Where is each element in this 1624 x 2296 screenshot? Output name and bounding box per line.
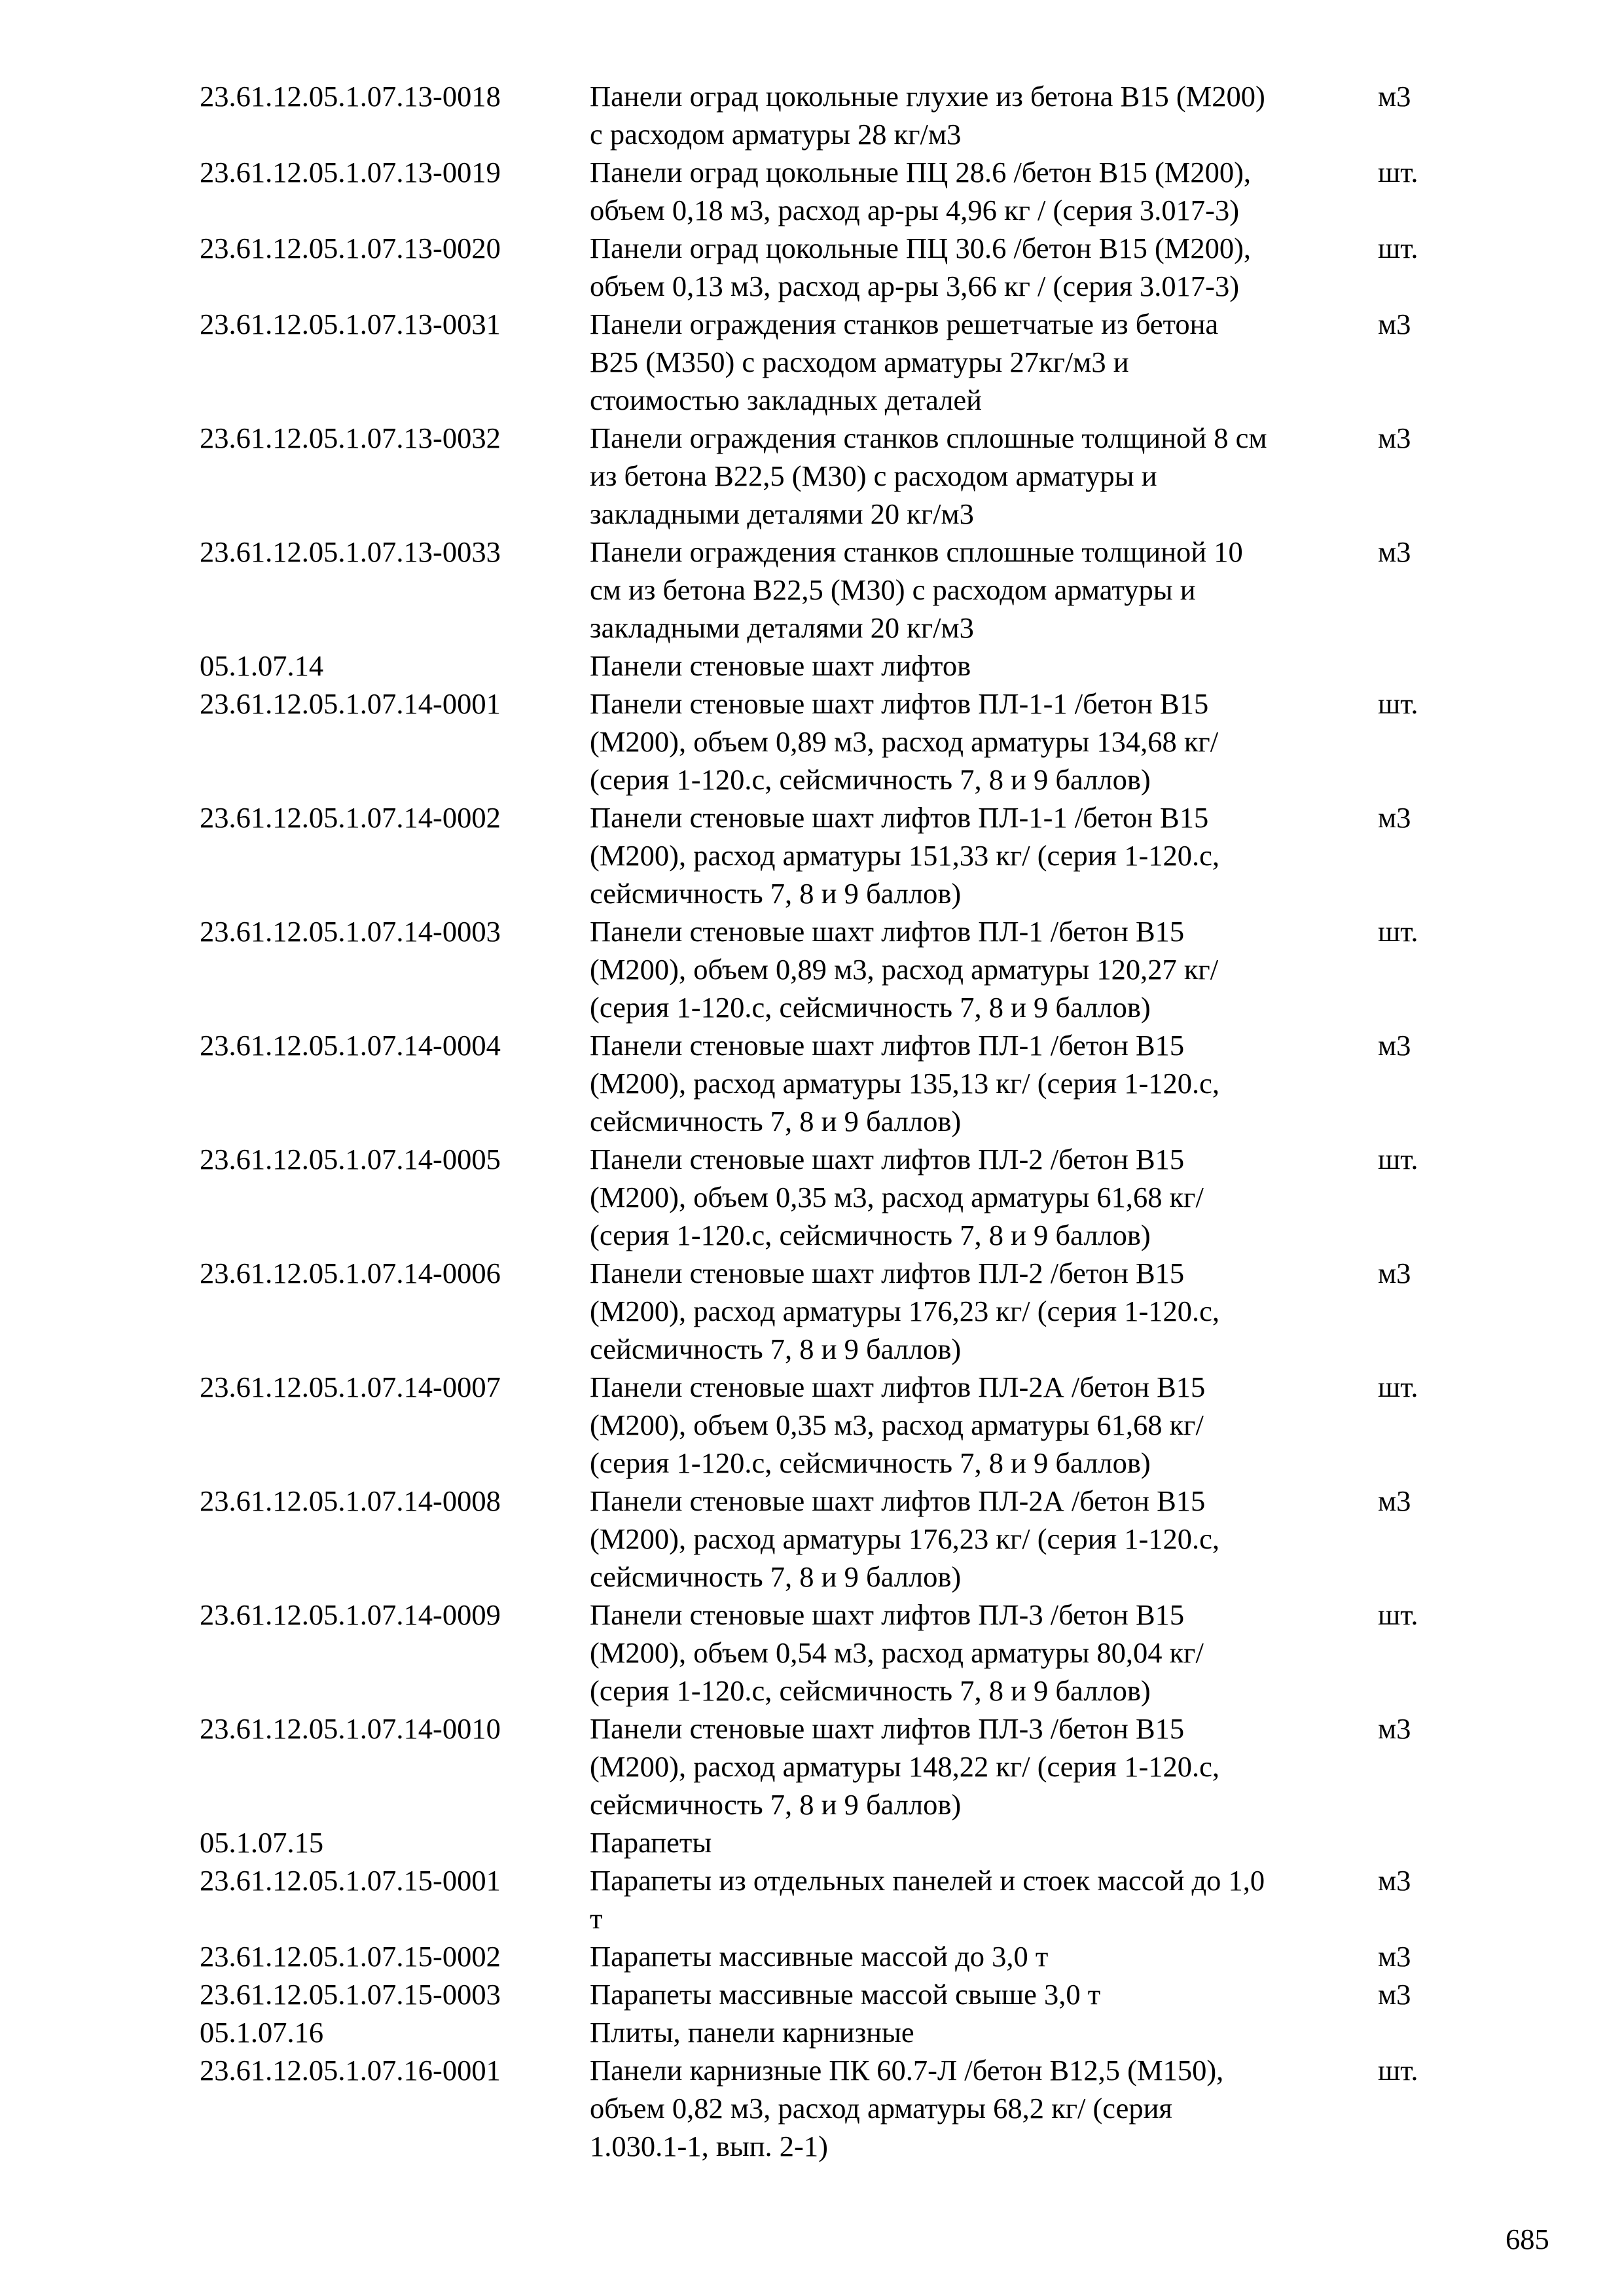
item-name-line: Панели стеновые шахт лифтов ПЛ-1-1 /бетон В15	[590, 801, 1209, 834]
item-name-line: Панели оград цокольные глухие из бетона В15 (М200)	[590, 80, 1265, 113]
item-name	[590, 419, 1369, 533]
item-unit: м3	[1378, 1484, 1411, 1517]
item-name-line: закладными деталями 20 кг/м3	[590, 611, 974, 644]
table-row	[200, 153, 1443, 229]
section-header-row	[200, 1823, 1443, 1861]
item-name-line: Панели стеновые шахт лифтов ПЛ-1 /бетон В15	[590, 915, 1185, 948]
item-name-line: (серия 1-120.с, сейсмичность 7, 8 и 9 баллов)	[590, 1219, 1151, 1251]
table-row	[200, 2051, 1443, 2165]
item-name-line: Парапеты массивные массой свыше 3,0 т	[590, 1978, 1101, 2011]
item-name	[590, 1975, 1369, 2013]
table-row	[200, 1937, 1443, 1975]
item-name-line: (серия 1-120.с, сейсмичность 7, 8 и 9 баллов)	[590, 1446, 1151, 1479]
item-name-line: Панели стеновые шахт лифтов ПЛ-2А /бетон В15	[590, 1371, 1206, 1403]
item-code: 23.61.12.05.1.07.14-0002	[200, 801, 501, 834]
item-name-line: Панели оград цокольные ПЦ 30.6 /бетон В15 (М200),	[590, 232, 1252, 264]
item-code: 23.61.12.05.1.07.14-0009	[200, 1598, 501, 1631]
table-row	[200, 1596, 1443, 1710]
item-name-line: стоимостью закладных деталей	[590, 384, 982, 416]
item-name	[590, 305, 1369, 419]
table-row	[200, 305, 1443, 419]
item-name	[590, 1482, 1369, 1596]
item-name-line: т	[590, 1902, 603, 1935]
item-name-line: из бетона В22,5 (М30) с расходом арматуры и	[590, 459, 1157, 492]
item-unit: шт.	[1378, 2054, 1418, 2087]
item-name-line: 1.030.1-1, вып. 2-1)	[590, 2130, 828, 2162]
table-row	[200, 1254, 1443, 1368]
item-code: 05.1.07.14	[200, 649, 324, 682]
item-name-line: (серия 1-120.с, сейсмичность 7, 8 и 9 баллов)	[590, 991, 1151, 1024]
item-code: 23.61.12.05.1.07.15-0002	[200, 1940, 501, 1973]
item-name-line: (М200), расход арматуры 148,22 кг/ (серия 1-120.с,	[590, 1750, 1220, 1783]
item-name-line: (серия 1-120.с, сейсмичность 7, 8 и 9 баллов)	[590, 763, 1151, 796]
item-code: 23.61.12.05.1.07.14-0010	[200, 1712, 501, 1745]
item-name-line: Панели стеновые шахт лифтов ПЛ-2 /бетон В15	[590, 1143, 1185, 1175]
section-header-row	[200, 647, 1443, 685]
item-code: 23.61.12.05.1.07.15-0001	[200, 1864, 501, 1897]
table-row	[200, 533, 1443, 647]
item-code: 23.61.12.05.1.07.13-0018	[200, 80, 501, 113]
item-unit: шт.	[1378, 1371, 1418, 1403]
item-name	[590, 533, 1369, 647]
item-name	[590, 1596, 1369, 1710]
item-code: 05.1.07.15	[200, 1826, 324, 1859]
item-name-line: Панели стеновые шахт лифтов ПЛ-3 /бетон В15	[590, 1598, 1185, 1631]
item-unit: м3	[1378, 1940, 1411, 1973]
item-name-line: Плиты, панели карнизные	[590, 2016, 914, 2049]
item-code: 23.61.12.05.1.07.13-0033	[200, 535, 501, 568]
item-unit: шт.	[1378, 687, 1418, 720]
item-unit: м3	[1378, 1029, 1411, 1062]
item-name	[590, 1710, 1369, 1823]
item-code: 23.61.12.05.1.07.14-0005	[200, 1143, 501, 1175]
item-unit: м3	[1378, 1257, 1411, 1289]
item-name-line: В25 (М350) с расходом арматуры 27кг/м3 и	[590, 346, 1129, 378]
item-code: 23.61.12.05.1.07.13-0031	[200, 308, 501, 340]
item-code: 23.61.12.05.1.07.13-0019	[200, 156, 501, 188]
item-name-line: сейсмичность 7, 8 и 9 баллов)	[590, 1333, 962, 1365]
table-row	[200, 1861, 1443, 1937]
item-name	[590, 1861, 1369, 1937]
item-code: 23.61.12.05.1.07.13-0020	[200, 232, 501, 264]
item-name-line: с расходом арматуры 28 кг/м3	[590, 118, 962, 151]
page-number: 685	[1506, 2223, 1549, 2255]
item-unit: шт.	[1378, 915, 1418, 948]
item-name	[590, 798, 1369, 912]
item-name	[590, 1254, 1369, 1368]
item-name	[590, 1937, 1369, 1975]
item-name-line: объем 0,13 м3, расход ар-ры 3,66 кг / (серия 3.017-3)	[590, 270, 1240, 302]
item-name-line: Панели стеновые шахт лифтов ПЛ-1 /бетон В15	[590, 1029, 1185, 1062]
item-name	[590, 2013, 1369, 2051]
item-name-line: см из бетона В22,5 (М30) с расходом арматуры и	[590, 573, 1196, 606]
item-code: 23.61.12.05.1.07.14-0004	[200, 1029, 501, 1062]
item-name-line: (М200), расход арматуры 176,23 кг/ (серия 1-120.с,	[590, 1522, 1220, 1555]
table-row	[200, 1140, 1443, 1254]
item-name-line: Парапеты из отдельных панелей и стоек массой до 1,0	[590, 1864, 1265, 1897]
item-code: 23.61.12.05.1.07.13-0032	[200, 422, 501, 454]
item-name-line: (М200), объем 0,35 м3, расход арматуры 61,68 кг/	[590, 1408, 1204, 1441]
item-name-line: Панели ограждения станков сплошные толщиной 10	[590, 535, 1243, 568]
item-name-line: Панели оград цокольные ПЦ 28.6 /бетон В15 (М200),	[590, 156, 1252, 188]
item-name-line: сейсмичность 7, 8 и 9 баллов)	[590, 877, 962, 910]
item-unit: м3	[1378, 801, 1411, 834]
item-name-line: (М200), расход арматуры 135,13 кг/ (серия 1-120.с,	[590, 1067, 1220, 1100]
item-name-line: сейсмичность 7, 8 и 9 баллов)	[590, 1788, 962, 1821]
item-name-line: (М200), расход арматуры 176,23 кг/ (серия 1-120.с,	[590, 1295, 1220, 1327]
table-row	[200, 77, 1443, 153]
item-name-line: объем 0,82 м3, расход арматуры 68,2 кг/ (серия	[590, 2092, 1172, 2125]
item-name	[590, 1823, 1369, 1861]
item-unit: шт.	[1378, 232, 1418, 264]
item-name-line: объем 0,18 м3, расход ар-ры 4,96 кг / (серия 3.017-3)	[590, 194, 1240, 226]
item-unit: м3	[1378, 535, 1411, 568]
item-name	[590, 77, 1369, 153]
item-name-line: (М200), объем 0,35 м3, расход арматуры 61,68 кг/	[590, 1181, 1204, 1213]
item-name	[590, 647, 1369, 685]
item-unit: м3	[1378, 422, 1411, 454]
section-header-row	[200, 2013, 1443, 2051]
item-name-line: Панели стеновые шахт лифтов ПЛ-2 /бетон В15	[590, 1257, 1185, 1289]
item-name	[590, 1368, 1369, 1482]
item-name	[590, 2051, 1369, 2165]
table-row	[200, 1026, 1443, 1140]
item-unit: м3	[1378, 308, 1411, 340]
item-name-line: (М200), объем 0,89 м3, расход арматуры 134,68 кг/	[590, 725, 1219, 758]
item-name-line: (М200), объем 0,54 м3, расход арматуры 80,04 кг/	[590, 1636, 1204, 1669]
table-row	[200, 912, 1443, 1026]
item-name-line: (М200), объем 0,89 м3, расход арматуры 120,27 кг/	[590, 953, 1219, 986]
item-code: 23.61.12.05.1.07.14-0003	[200, 915, 501, 948]
item-unit: шт.	[1378, 156, 1418, 188]
item-name-line: Панели стеновые шахт лифтов ПЛ-1-1 /бетон В15	[590, 687, 1209, 720]
item-name-line: сейсмичность 7, 8 и 9 баллов)	[590, 1105, 962, 1138]
item-unit: м3	[1378, 1978, 1411, 2011]
item-code: 23.61.12.05.1.07.14-0007	[200, 1371, 501, 1403]
item-name-line: сейсмичность 7, 8 и 9 баллов)	[590, 1560, 962, 1593]
item-name-line: (М200), расход арматуры 151,33 кг/ (серия 1-120.с,	[590, 839, 1220, 872]
item-code: 23.61.12.05.1.07.14-0008	[200, 1484, 501, 1517]
item-name-line: закладными деталями 20 кг/м3	[590, 497, 974, 530]
table-row	[200, 419, 1443, 533]
item-name-line: Панели стеновые шахт лифтов	[590, 649, 971, 682]
item-unit: м3	[1378, 1864, 1411, 1897]
item-unit: шт.	[1378, 1598, 1418, 1631]
item-name-line: Панели ограждения станков сплошные толщиной 8 см	[590, 422, 1267, 454]
table-row	[200, 798, 1443, 912]
item-name-line: Панели ограждения станков решетчатые из бетона	[590, 308, 1219, 340]
item-code: 23.61.12.05.1.07.14-0006	[200, 1257, 501, 1289]
item-name-line: Панели стеновые шахт лифтов ПЛ-2А /бетон В15	[590, 1484, 1206, 1517]
item-code: 23.61.12.05.1.07.16-0001	[200, 2054, 501, 2087]
table-row	[200, 1482, 1443, 1596]
table-row	[200, 685, 1443, 798]
item-unit: м3	[1378, 1712, 1411, 1745]
item-unit: шт.	[1378, 1143, 1418, 1175]
item-code: 23.61.12.05.1.07.15-0003	[200, 1978, 501, 2011]
table-row	[200, 229, 1443, 305]
item-unit: м3	[1378, 80, 1411, 113]
item-name	[590, 229, 1369, 305]
item-name-line: Парапеты массивные массой до 3,0 т	[590, 1940, 1049, 1973]
item-code: 05.1.07.16	[200, 2016, 324, 2049]
table-row	[200, 1975, 1443, 2013]
item-name-line: Панели стеновые шахт лифтов ПЛ-3 /бетон В15	[590, 1712, 1185, 1745]
item-name-line: Панели карнизные ПК 60.7-Л /бетон В12,5 (М150),	[590, 2054, 1224, 2087]
table-row	[200, 1710, 1443, 1823]
item-name	[590, 685, 1369, 798]
item-name	[590, 153, 1369, 229]
item-name-line: Парапеты	[590, 1826, 712, 1859]
item-name	[590, 1140, 1369, 1254]
item-name	[590, 912, 1369, 1026]
item-name-line: (серия 1-120.с, сейсмичность 7, 8 и 9 баллов)	[590, 1674, 1151, 1707]
table-row	[200, 1368, 1443, 1482]
item-name	[590, 1026, 1369, 1140]
price-list-table	[200, 77, 1443, 2165]
item-code: 23.61.12.05.1.07.14-0001	[200, 687, 501, 720]
